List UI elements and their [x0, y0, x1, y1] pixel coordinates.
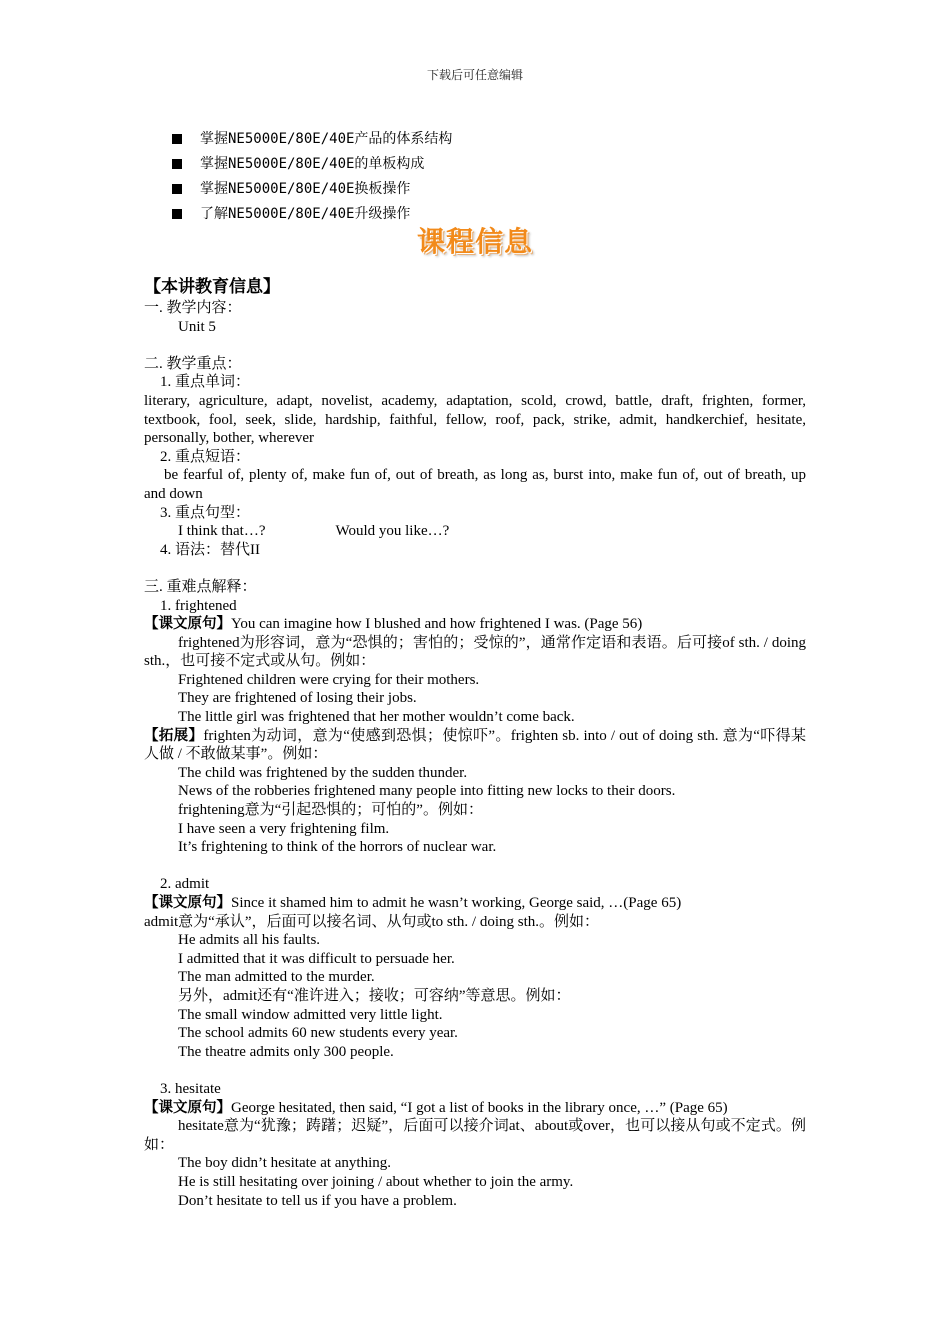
phrases-label: 2. 重点短语：	[160, 448, 251, 465]
extension: 【拓展】frighten为动词，意为“使感到恐惧；使惊吓”。frighten sb. into / out of doing sth. 意为“吓得某人做 / 不敢做某事”。例如：	[144, 727, 806, 763]
key-words: literary, agriculture, adapt, novelist, academy, adaptation, scold, crowd, battle, draft, frighten, former, textbook, fool, seek, slide, hardship, faithful, fellow, roof, pack, strike, admit, handkerchief, hesitate, personally, bother, wherever	[144, 392, 806, 447]
original-sentence: 【课文原句】You can imagine how I blushed and how frightened I was. (Page 56)	[144, 616, 643, 633]
list-item: 掌握NE5000E/80E/40E产品的体系结构	[172, 126, 452, 151]
point-heading: 1. frightened	[160, 597, 237, 614]
key-sentences: I think that…? Would you like…?	[178, 523, 450, 540]
square-bullet-icon	[172, 134, 182, 144]
example: The child was frightened by the sudden thunder.	[178, 764, 468, 781]
s2-title: 二. 教学重点：	[144, 355, 242, 372]
explanation: frightened为形容词，意为“恐惧的；害怕的；受惊的”，通常作定语和表语。后可接of sth. / doing sth.，也可接不定式或从句。例如：	[144, 634, 806, 670]
grammar-label: 4. 语法：替代II	[160, 541, 260, 558]
original-sentence: 【课文原句】Since it shamed him to admit he wasn’t working, George said, …(Page 65)	[144, 895, 682, 911]
list-item: 掌握NE5000E/80E/40E的单板构成	[172, 151, 452, 176]
course-info-banner: 课程信息	[416, 225, 533, 258]
lesson-content	[144, 275, 806, 1210]
example: Don’t hesitate to tell us if you have a problem.	[178, 1192, 457, 1209]
objectives-list	[172, 126, 452, 226]
example: I admitted that it was difficult to persuade her.	[178, 950, 455, 967]
example: He admits all his faults.	[178, 932, 321, 949]
example: The school admits 60 new students every year.	[178, 1025, 458, 1042]
list-item: 了解NE5000E/80E/40E升级操作	[172, 201, 452, 226]
original-sentence: 【课文原句】George hesitated, then said, “I got a list of books in the library once, …” (Page 65)	[144, 1099, 728, 1116]
section-title: 【本讲教育信息】	[144, 277, 280, 297]
example: He is still hesitating over joining / about whether to join the army.	[178, 1173, 574, 1190]
point-heading: 3. hesitate	[160, 1080, 221, 1097]
sentences-label: 3. 重点句型：	[160, 504, 251, 521]
point-heading: 2. admit	[160, 876, 210, 893]
unit-label: Unit 5	[178, 318, 216, 335]
example: The boy didn’t hesitate at anything.	[178, 1155, 392, 1172]
page-header: 下载后可任意编辑	[426, 68, 523, 82]
s1-title: 一. 教学内容：	[144, 300, 242, 316]
s3-title: 三. 重难点解释：	[144, 578, 257, 595]
example: The man admitted to the murder.	[178, 969, 375, 986]
square-bullet-icon	[172, 209, 182, 219]
example: News of the robberies frightened many people into fitting new locks to their doors.	[178, 783, 676, 800]
example: They are frightened of losing their jobs.	[178, 690, 417, 707]
example: The small window admitted very little light.	[178, 1006, 443, 1023]
square-bullet-icon	[172, 184, 182, 194]
example: The theatre admits only 300 people.	[178, 1043, 394, 1060]
square-bullet-icon	[172, 159, 182, 169]
list-item: 掌握NE5000E/80E/40E换板操作	[172, 176, 452, 201]
key-phrases: be fearful of, plenty of, make fun of, out of breath, as long as, burst into, make fun of, out of breath, up and down	[144, 467, 806, 502]
example: The little girl was frightened that her mother wouldn’t come back.	[178, 709, 575, 726]
words-label: 1. 重点单词：	[160, 374, 251, 391]
example: Frightened children were crying for their mothers.	[178, 671, 480, 688]
example: I have seen a very frightening film.	[178, 820, 390, 837]
explanation: frightening意为“引起恐惧的；可怕的”。例如：	[178, 802, 483, 819]
explanation: admit意为“承认”，后面可以接名词、从句或to sth. / doing sth.。例如：	[144, 913, 599, 930]
example: It’s frightening to think of the horrors of nuclear war.	[178, 839, 497, 856]
explanation: 另外，admit还有“准许进入；接收；可容纳”等意思。例如：	[178, 987, 571, 1004]
explanation: hesitate意为“犹豫；踌躇；迟疑”，后面可以接介词at、about或over，也可以接从句或不定式。例如：	[144, 1118, 806, 1153]
